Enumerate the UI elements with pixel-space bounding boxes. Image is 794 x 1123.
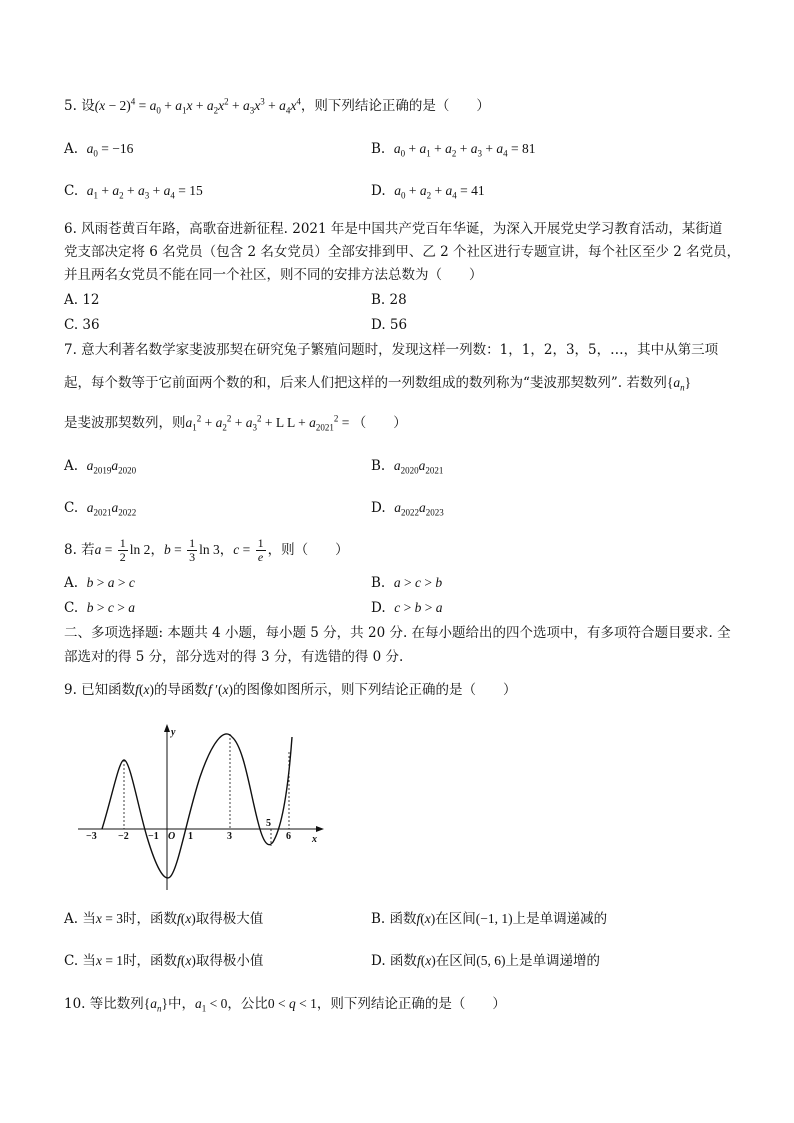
q5-stem: 5. 设$(x - 2)^4 = a_0 + a_1x + a_2x^2 + a_3x^3 + a_4x^4$，则下列结论正确的是（ ） — [64, 96, 490, 116]
q6-stem-line2: 党支部决定将 6 名党员（包含 2 名女党员）全部安排到甲、乙 2 个社区进行专题宣讲，每个社区至少 2 名党员， — [64, 244, 741, 260]
q5-option-b[interactable]: B. $a_0 + a_1 + a_2 + a_3 + a_4 = 81$ — [371, 141, 536, 159]
q6-option-a[interactable]: A. 12 — [64, 292, 100, 308]
q7-option-d[interactable]: D. $a_{2022}a_{2023}$ — [371, 500, 444, 518]
q8-option-d[interactable]: D. c > b > a — [371, 600, 443, 616]
q6-stem-line3: 并且两名女党员不能在同一个社区，则不同的安排方法总数为（ ） — [64, 267, 483, 283]
tick-label-minus1: −1 — [148, 831, 159, 842]
q9-option-c[interactable]: C. 当x = 1时，函数f(x)取得极小值 — [64, 953, 264, 969]
q9-stem: 9. 已知函数f(x)的导函数f ′(x)的图像如图所示，则下列结论正确的是（ ） — [64, 682, 517, 698]
q5-option-a[interactable]: A. $a_0 = -16$ — [64, 141, 134, 159]
derivative-graph — [72, 722, 332, 892]
tick-label-5: 5 — [266, 818, 271, 829]
q5-option-c[interactable]: C. $a_1 + a_2 + a_3 + a_4 = 15$ — [64, 183, 203, 201]
tick-label-6: 6 — [286, 831, 291, 842]
q7-option-b[interactable]: B. $a_{2020}a_{2021}$ — [371, 458, 444, 476]
q8-stem: 8. 若a = $\frac{1}{2}$ ln 2，b = $\frac{1}{3}$ ln 3，c = $\frac{1}{e}$ ，则（ ） — [64, 536, 349, 564]
q9-option-a[interactable]: A. 当x = 3时，函数f(x)取得极大值 — [64, 911, 264, 927]
q8-option-b[interactable]: B. a > c > b — [371, 575, 443, 591]
tick-label-minus2: −2 — [118, 831, 129, 842]
q7-stem-line2: 起，每个数等于它前面两个数的和，后来人们把这样的一列数组成的数列称为“斐波那契数列”. 若数列$\{a_n\}$ — [64, 375, 692, 393]
origin-label: O — [168, 831, 176, 842]
q6-option-d[interactable]: D. 56 — [371, 317, 408, 333]
q5-option-d[interactable]: D. $a_0 + a_2 + a_4 = 41$ — [371, 183, 485, 201]
section2-instructions-line1: 二、多项选择题: 本题共 4 小题，每小题 5 分，共 20 分. 在每小题给出的四个选项中，有多项符合题目要求. 全 — [64, 625, 731, 641]
x-axis-arrow — [316, 826, 324, 832]
q9-option-d[interactable]: D. 函数f(x)在区间(5, 6)上是单调递增的 — [371, 953, 600, 969]
q7-option-c[interactable]: C. $a_{2021}a_{2022}$ — [64, 500, 137, 518]
q6-option-b[interactable]: B. 28 — [371, 292, 407, 308]
y-axis-arrow — [164, 724, 170, 732]
tick-label-1: 1 — [188, 831, 193, 842]
q10-stem: 10. 等比数列$\{a_n\}$中，$a_1 < 0$，公比0 < q < 1，则下列结论正确的是（ ） — [64, 996, 506, 1014]
q7-option-a[interactable]: A. $a_{2019}a_{2020}$ — [64, 458, 137, 476]
q6-stem-line1: 6. 风雨苍黄百年路，高歌奋进新征程. 2021 年是中国共产党百年华诞，为深入开展党史学习教育活动，某街道 — [64, 221, 723, 237]
section2-instructions-line2: 部选对的得 5 分，部分选对的得 3 分，有选错的得 0 分. — [64, 649, 404, 665]
q9-option-b[interactable]: B. 函数f(x)在区间(−1, 1)上是单调递减的 — [371, 911, 608, 927]
tick-label-minus3: −3 — [86, 831, 97, 842]
derivative-curve — [102, 734, 292, 878]
y-axis-label: y — [171, 727, 176, 738]
q6-option-c[interactable]: C. 36 — [64, 317, 100, 333]
q8-option-c[interactable]: C. b > c > a — [64, 600, 135, 616]
q8-option-a[interactable]: A. b > a > c — [64, 575, 135, 591]
q7-stem-line3: 是斐波那契数列，则$a_1^2 + a_2^2 + a_3^2 + L$ $L + a_{2021}^2$ = （ ） — [64, 413, 407, 433]
q7-stem-line1: 7. 意大利著名数学家斐波那契在研究兔子繁殖问题时，发现这样一列数：1，1，2，3，5，…，其中从第三项 — [64, 342, 719, 358]
x-axis-label: x — [312, 834, 317, 845]
tick-label-3: 3 — [227, 831, 232, 842]
